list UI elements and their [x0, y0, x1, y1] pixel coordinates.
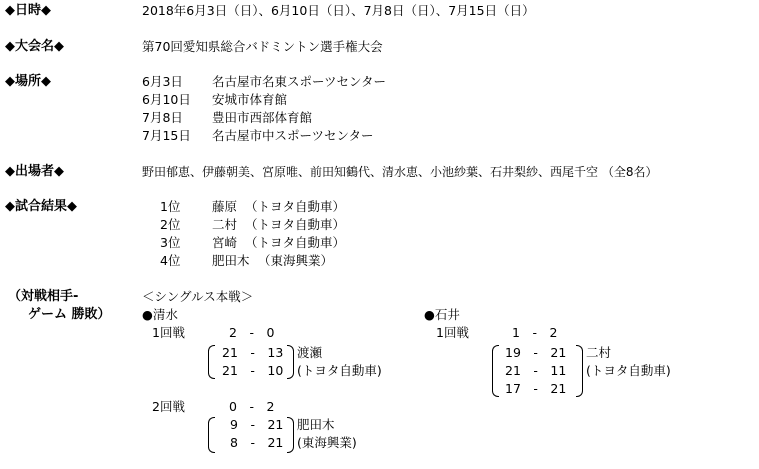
matches-label-1: （対戦相手- — [8, 289, 79, 304]
result-rank-4: 4位 — [160, 253, 181, 268]
results-label: ◆試合結果◆ — [5, 199, 77, 214]
shimizu-r2-brace-right — [287, 417, 294, 453]
tournament-value: 第70回愛知県総合バドミントン選手権大会 — [142, 39, 383, 54]
result-team-1: （トヨタ自動車） — [245, 199, 346, 214]
ishii-r1-round: 1回戦 — [436, 325, 469, 340]
dates-label: ◆日時◆ — [5, 3, 51, 18]
matches-label-2: ゲーム 勝敗） — [28, 307, 111, 322]
shimizu-r2-round: 2回戦 — [152, 399, 185, 414]
players-value: 野田郁恵、伊藤朝美、宮原唯、前田知鶴代、清水恵、小池紗葉、石井梨紗、西尾千空 （全8名） — [142, 165, 658, 179]
venue-date-2: 6月10日 — [142, 92, 191, 107]
shimizu-r1-total: 2 - 0 — [229, 325, 275, 340]
result-team-2: （トヨタ自動車） — [245, 217, 346, 232]
shimizu-r1-game-1: 21 - 13 — [222, 345, 284, 360]
shimizu-r1-team: (トヨタ自動車) — [297, 363, 382, 378]
ishii-r1-game-2: 21 - 11 — [505, 363, 567, 378]
player-ishii: ●石井 — [424, 307, 460, 322]
result-team-4: （東海興業） — [258, 253, 334, 268]
ishii-r1-total: 1 - 2 — [512, 325, 558, 340]
venue-place-4: 名古屋市中スポーツセンター — [212, 128, 374, 143]
venue-date-1: 6月3日 — [142, 74, 183, 89]
result-rank-2: 2位 — [160, 217, 181, 232]
venue-place-2: 安城市体育館 — [212, 92, 288, 107]
result-rank-3: 3位 — [160, 235, 181, 250]
venue-label: ◆場所◆ — [5, 74, 51, 89]
ishii-r1-team: (トヨタ自動車) — [586, 363, 671, 378]
ishii-r1-game-3: 17 - 21 — [505, 381, 567, 396]
venue-date-4: 7月15日 — [142, 128, 191, 143]
shimizu-r2-game-1: 9 - 21 — [230, 417, 284, 432]
shimizu-r2-team: (東海興業) — [297, 435, 357, 450]
result-rank-1: 1位 — [160, 199, 181, 214]
shimizu-r2-opponent: 肥田木 — [297, 417, 335, 432]
shimizu-r1-brace-left — [208, 345, 215, 379]
shimizu-r2-brace-left — [208, 417, 215, 453]
venue-date-3: 7月8日 — [142, 110, 183, 125]
shimizu-r1-round: 1回戦 — [152, 325, 185, 340]
ishii-r1-brace-right — [576, 345, 583, 397]
dates-value: 2018年6月3日（日）、6月10日（日）、7月8日（日）、7月15日（日） — [142, 3, 535, 18]
result-name-4: 肥田木 — [212, 253, 250, 268]
venue-place-3: 豊田市西部体育館 — [212, 110, 313, 125]
venue-place-1: 名古屋市名東スポーツセンター — [212, 74, 387, 89]
matches-heading: ＜シングルス本戦＞ — [142, 289, 254, 304]
ishii-r1-game-1: 19 - 21 — [505, 345, 567, 360]
shimizu-r1-brace-right — [287, 345, 294, 379]
shimizu-r2-total: 0 - 2 — [229, 399, 275, 414]
ishii-r1-brace-left — [492, 345, 499, 397]
ishii-r1-opponent: 二村 — [586, 345, 612, 360]
result-name-1: 藤原 — [212, 199, 238, 214]
player-shimizu: ●清水 — [142, 307, 178, 322]
shimizu-r1-game-2: 21 - 10 — [222, 363, 284, 378]
result-name-2: 二村 — [212, 217, 238, 232]
result-name-3: 宮崎 — [212, 235, 238, 250]
players-label: ◆出場者◆ — [5, 164, 64, 179]
result-team-3: （トヨタ自動車） — [245, 235, 346, 250]
shimizu-r1-opponent: 渡瀬 — [297, 345, 323, 360]
shimizu-r2-game-2: 8 - 21 — [230, 435, 284, 450]
tournament-label: ◆大会名◆ — [5, 39, 64, 54]
